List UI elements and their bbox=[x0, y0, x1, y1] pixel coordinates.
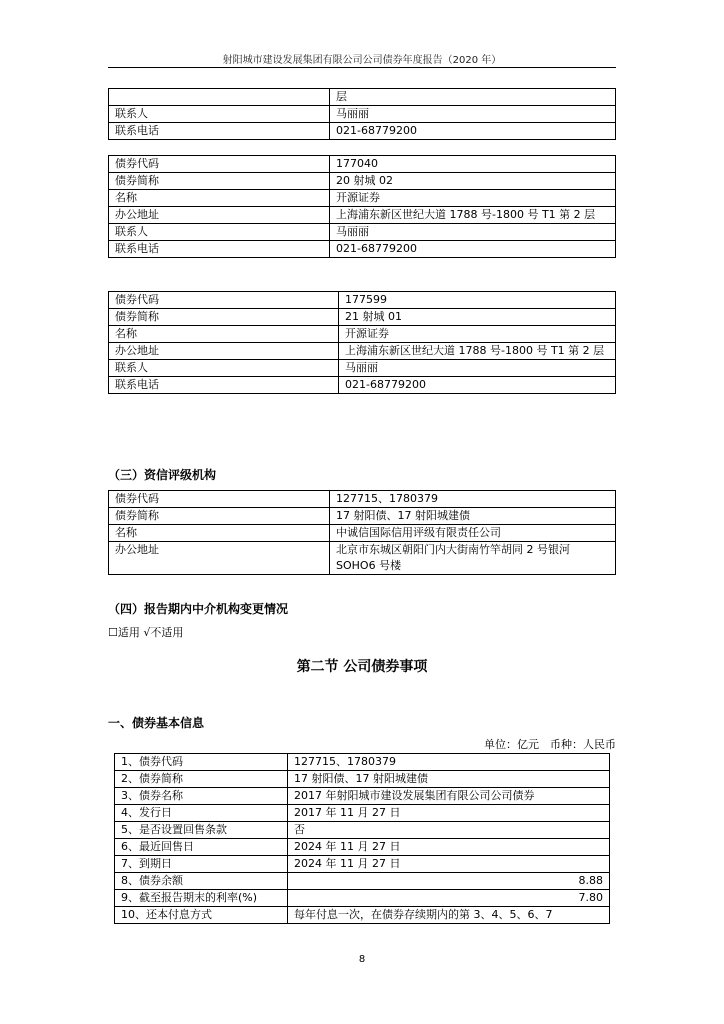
table-row bbox=[115, 890, 610, 907]
field-label: 名称 bbox=[109, 326, 339, 343]
rating-agency-table bbox=[108, 490, 616, 575]
field-label: 办公地址 bbox=[109, 542, 330, 575]
table-row bbox=[115, 822, 610, 839]
table-row bbox=[109, 173, 616, 190]
table-row bbox=[115, 856, 610, 873]
unit-note: 单位：亿元 币种：人民币 bbox=[484, 738, 616, 751]
field-label: 债券代码 bbox=[109, 491, 330, 508]
chapter-title: 第二节 公司债券事项 bbox=[296, 659, 428, 675]
field-value: 021-68779200 bbox=[330, 241, 616, 258]
section-title-bond-basic-info: 一、债券基本信息 bbox=[108, 716, 205, 730]
bond-basic-info-table bbox=[114, 753, 610, 924]
field-value: 8.88 bbox=[288, 873, 610, 890]
field-label: 6、最近回售日 bbox=[115, 839, 288, 856]
field-value: 每年付息一次，在债券存续期内的第 3、4、5、6、7 bbox=[288, 907, 610, 924]
field-value: 177599 bbox=[339, 292, 616, 309]
field-label: 10、还本付息方式 bbox=[115, 907, 288, 924]
field-label bbox=[109, 89, 330, 106]
applicability-options: ☐适用 √不适用 bbox=[108, 626, 184, 639]
field-value: 2024 年 11 月 27 日 bbox=[288, 856, 610, 873]
field-label: 8、债券余额 bbox=[115, 873, 288, 890]
table-row bbox=[109, 89, 616, 106]
table-row bbox=[109, 292, 616, 309]
table-row bbox=[115, 907, 610, 924]
section-title-agency-changes: （四）报告期内中介机构变更情况 bbox=[108, 602, 289, 616]
field-value: 中诚信国际信用评级有限责任公司 bbox=[330, 525, 616, 542]
field-label: 9、截至报告期末的利率(%) bbox=[115, 890, 288, 907]
field-value: 20 射城 02 bbox=[330, 173, 616, 190]
field-label: 联系人 bbox=[109, 106, 330, 123]
field-label: 4、发行日 bbox=[115, 805, 288, 822]
field-label: 3、债券名称 bbox=[115, 788, 288, 805]
table-row bbox=[109, 360, 616, 377]
table-row bbox=[109, 241, 616, 258]
field-label: 债券代码 bbox=[109, 292, 339, 309]
field-value: 马丽丽 bbox=[339, 360, 616, 377]
table-row bbox=[115, 805, 610, 822]
table-row bbox=[115, 873, 610, 890]
field-label: 联系人 bbox=[109, 360, 339, 377]
field-label: 7、到期日 bbox=[115, 856, 288, 873]
header-divider bbox=[108, 67, 616, 68]
field-value: 17 射阳债、17 射阳城建债 bbox=[288, 771, 610, 788]
field-value: 上海浦东新区世纪大道 1788 号-1800 号 T1 第 2 层 bbox=[330, 207, 616, 224]
field-value: 7.80 bbox=[288, 890, 610, 907]
field-value: 21 射城 01 bbox=[339, 309, 616, 326]
field-label: 债券简称 bbox=[109, 173, 330, 190]
field-value: 开源证券 bbox=[339, 326, 616, 343]
table-row bbox=[109, 525, 616, 542]
field-label: 办公地址 bbox=[109, 207, 330, 224]
table-row bbox=[109, 326, 616, 343]
field-label: 1、债券代码 bbox=[115, 754, 288, 771]
field-label: 2、债券简称 bbox=[115, 771, 288, 788]
table-row bbox=[115, 788, 610, 805]
field-value: 否 bbox=[288, 822, 610, 839]
field-value: 层 bbox=[330, 89, 616, 106]
table-row bbox=[109, 207, 616, 224]
field-value: 2017 年射阳城市建设发展集团有限公司公司债券 bbox=[288, 788, 610, 805]
field-value: 马丽丽 bbox=[330, 106, 616, 123]
table-row bbox=[109, 190, 616, 207]
field-label: 联系人 bbox=[109, 224, 330, 241]
table-row bbox=[115, 771, 610, 788]
field-value: 127715、1780379 bbox=[288, 754, 610, 771]
field-label: 债券简称 bbox=[109, 309, 339, 326]
table-row bbox=[109, 123, 616, 140]
field-value: 马丽丽 bbox=[330, 224, 616, 241]
table-row bbox=[109, 508, 616, 525]
field-value: 2024 年 11 月 27 日 bbox=[288, 839, 610, 856]
field-label: 债券简称 bbox=[109, 508, 330, 525]
field-value: 177040 bbox=[330, 156, 616, 173]
table-row bbox=[115, 754, 610, 771]
field-label: 名称 bbox=[109, 190, 330, 207]
field-value: 17 射阳债、17 射阳城建债 bbox=[330, 508, 616, 525]
field-value: 021-68779200 bbox=[339, 377, 616, 394]
field-label: 名称 bbox=[109, 525, 330, 542]
page-header: 射阳城市建设发展集团有限公司公司债券年度报告（2020 年） bbox=[222, 55, 502, 66]
field-label: 联系电话 bbox=[109, 377, 339, 394]
field-value: 北京市东城区朝阳门内大街南竹竿胡同 2 号银河 SOHO6 号楼 bbox=[330, 542, 616, 575]
field-label: 办公地址 bbox=[109, 343, 339, 360]
field-value: 2017 年 11 月 27 日 bbox=[288, 805, 610, 822]
table-row bbox=[109, 377, 616, 394]
section-title-rating-agency: （三）资信评级机构 bbox=[108, 468, 217, 482]
table-row bbox=[109, 491, 616, 508]
table-row bbox=[109, 156, 616, 173]
table-row bbox=[109, 224, 616, 241]
table-row bbox=[109, 542, 616, 575]
underwriter-contact-table-continued bbox=[108, 88, 616, 140]
field-value: 127715、1780379 bbox=[330, 491, 616, 508]
field-value: 开源证券 bbox=[330, 190, 616, 207]
field-label: 联系电话 bbox=[109, 241, 330, 258]
field-label: 5、是否设置回售条款 bbox=[115, 822, 288, 839]
table-row bbox=[109, 343, 616, 360]
underwriter-table-177599 bbox=[108, 291, 616, 394]
field-value: 上海浦东新区世纪大道 1788 号-1800 号 T1 第 2 层 bbox=[339, 343, 616, 360]
table-row bbox=[115, 839, 610, 856]
underwriter-table-177040 bbox=[108, 155, 616, 258]
field-value: 021-68779200 bbox=[330, 123, 616, 140]
page-number: 8 bbox=[358, 954, 366, 965]
table-row bbox=[109, 309, 616, 326]
field-label: 联系电话 bbox=[109, 123, 330, 140]
table-row bbox=[109, 106, 616, 123]
field-label: 债券代码 bbox=[109, 156, 330, 173]
